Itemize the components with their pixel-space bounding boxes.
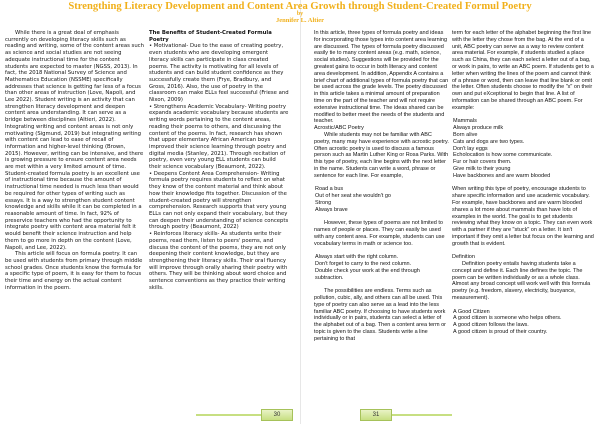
spacer [314,248,449,255]
paragraph: However, these types of poems are not limited to names of people or places. They can easily be used with any content area. For example, students can use vocabulary terms in math or science too. [314,220,445,247]
poem-line: A good citizen follows the laws. [453,322,529,329]
right-page-column-1 [314,30,449,425]
byline-by: by [296,11,304,17]
spacer [452,180,594,187]
paragraph: Acrostic/ABC Poetry [314,125,364,132]
page-number-text: 30 [273,412,281,418]
poem-line: Fur or hair covers them. [453,159,512,166]
left-page-column-1 [5,30,144,360]
right-page-column-2 [452,30,594,425]
section-heading: The Benefits of Student-Created Formula Poetry [149,30,272,43]
poem-line: A good citizen is proud of their country. [453,329,548,336]
page-number-right [360,409,392,421]
bullet-item: • Deepens Content Area Comprehension- Writing formula poetry requires students to reflect on what they know of the content material and think about how their knowledge fits together. Discussion of the student-created poetry will strengthen comprehension. Research supports that very young ELLs can not only expand their vocabulary, but they can deepen their understanding of science concepts through poetry (Beaumont, 2022) [149,170,289,231]
poem-line: Double check your work at the end through subtraction. [315,267,420,281]
poem-line: Have backbones and are warm blooded [453,172,551,179]
footer-rule-left [196,414,261,416]
article-title: Strengthing Literacy Development and Content Area Growth through Student-Created Formul Poetry [68,1,532,12]
page-number-text: 31 [372,412,380,418]
paragraph: In this article, three types of formula poetry and ideas for incorporating those types into content area learning are discussed. The types of formula poetry discussed easily tie to many content areas (e.g. math, science, social studies). Suggestions will be provided for the greatest gains to occur in both literacy and content area development. In addition, Appendix A contains a brief chart of additional types of formula poetry that can be used across the grade levels. The poetry discussed in this article takes a minimal amount of preparation time on the part of the teacher and will not require extensive instructional time. The ideas shared can be modified to better meet the needs of the students and teacher. [314,30,449,125]
poem-line: Always brave [315,206,348,213]
author-name: Jennifer L. Altier [275,17,325,24]
paragraph: When writing this type of poetry, encourage students to share specific information and use academic vocabulary. For example, have backbones and are warm blooded shares a lot more about mammals than have lots of examples in the world. The goal is to get students reviewing what they know on a topic. They can even work with a partner if they are "stuck" on a letter. It isn't important if they omit a letter but focus on the learning and growth that is evident. [452,186,594,247]
poem-line: Don't forget to carry to the next column. [315,261,412,268]
page-spread-divider [300,0,301,424]
left-page-column-2 [149,30,289,360]
poem-line: A good citizen is someone who helps others. [453,315,562,322]
poem-line: Always start with the right column. [315,254,399,261]
poem-line: Echolocation is how some communicate. [453,152,553,159]
poem-line: Mammals [453,118,477,125]
paragraph: Definition poetry entails having students take a concept and define it. Each line defines the topic. The poem can be written individually or as a whole class. Almost any broad concept will work well with this formula poetry (e.g. freedom, slavery, electricity, buoyance, measurement). [452,261,591,302]
spacer [452,302,594,309]
poem-line: Always produce milk [453,125,504,132]
poem-line: Give milk to their young [453,165,511,172]
footer-rule-right [392,414,452,416]
poem-line: Road a bus [315,186,344,193]
bullet-item: • Reinforces literacy skills- As students write their poems, read them, listen to peers' poems, and discuss the content of the poems, they are not only deepening their content knowledge, but they are strengthening their literacy skills. Their oral fluency will improve through orally sharing their poetry with others. They will be thinking about word choice and sentence conventions as they practice their writing skills. [149,231,288,291]
spacer [314,214,449,221]
poem-line: Strong [315,199,332,206]
poem-line: Don't lay eggs [453,145,488,152]
spacer [452,248,594,255]
poem-line: A Good Citizen [453,308,490,315]
bullet-item: • Strengthens Academic Vocabulary- Writing poetry expands academic vocabulary because students are writing words pertaining to the content areas, reading their poems to others, and discussing the content of the poems. In fact, research has shown that upper elementary African American boys improved their science learning through poetry and digital media (Stanley, 2021). Through recitation of poetry, even very young ELL students can build their science vocabulary (Beaumont, 2022). [149,103,289,171]
paragraph: This article will focus on formula poetry. It can be used with students from primary through middle school grades. Once students know the formula for a specific type of poem, it is easy for them to focus their time and energy on the actual content information in the poem. [5,251,143,291]
spacer [452,112,594,119]
spacer [314,281,449,288]
paragraph: While students may not be familiar with ABC poetry, many may have experience with acrostic poetry. Often acrostic poetry is used to discuss a famous person such as Martin Luther King or Rosa Parks. With this type of poetry, each line begins with the next letter in the name. Students can write a word, phrase or sentence for each line. For example, [314,131,449,179]
spacer [314,180,449,187]
page-number-left [261,409,293,421]
paragraph: While there is a great deal of emphasis currently on developing literacy skills such as reading and writing, some of the content areas such as science and social studies are not seeing adequate instructional time for the content students are expected to master (NGSS, 2013). In fact, the 2018 National Survey of Science and Mathematics Education (NSSME) specifically addresses that science is getting far less of a focus than other areas of instruction (Love, Napoli, and Lee 2022). Student writing is an activity that can strengthen literacy development and deepen content area understanding. It can serve as a bridge between disciplines (Altieri, 2022). Integrating writing and content areas is not only motivating (Sigmund, 2019) but integrating writing with content can lead to ease of recall of information and higher-level thinking (Brown, 2015). However, writing can be intensive, and there is growing pressure to ensure content area needs are met within a very limited amount of time. Student-created formula poetry is an excellent use of instructional time because the amount of instructional time needed is much less than would be required for other types of writing such as essays. It is a way to strengthen student content knowledge and skills while it can be completed in a reasonable amount of time. In fact, 92% of preservice teachers who had the opportunity to integrate poetry with content area material felt it would benefit their science instruction and help them to go more in depth on the content (Love, Napoli, and Lee, 2022). [5,30,144,251]
poem-line: Born alive [453,131,478,138]
poem-line: Out of her seat she wouldn't go [315,193,391,200]
paragraph: The possibilities are endless. Terms such as pollution, cubic, ally, and others can all be used. This type of poetry can also serve as a lead into the less familiar ABC poetry. If choosing to have students work individually or in pairs, students can select a letter of the alphabet out of a bag. Then a content area term or topic is given to the class. Students write a line pertaining to that [314,288,446,342]
paragraph: term for each letter of the alphabet beginning the first line with the letter they chose from the bag. At the end of a unit, ABC poetry can serve as a way to review content area material. For example, if students studied a place such as China, they can each select a letter out of a bag, or work in pairs, to write an ABC poem. If students get to a letter when writing the lines of the poem and cannot think of a phrase or word, then can leave that line blank or omit the letter. Often students choose to modify the "x" on their own and put eXceptional to begin that line. A list of information can be shared through an ABC poem. For example: [452,30,594,111]
poem-line: Cats and dogs are two types. [453,138,525,145]
bullet-item: • Motivational- Due to the ease of creating poetry, even students who are developing emergent literacy skills can participate in class created poems. The activity is motivating for all levels of students and can build student confidence as they successfully create them (Frye, Bradbury, and Gross, 2016). Also, the use of poetry in the classroom can make ELLs feel successful (Friese and Nixon, 2009) [149,43,289,104]
paragraph: Definition [452,254,475,261]
